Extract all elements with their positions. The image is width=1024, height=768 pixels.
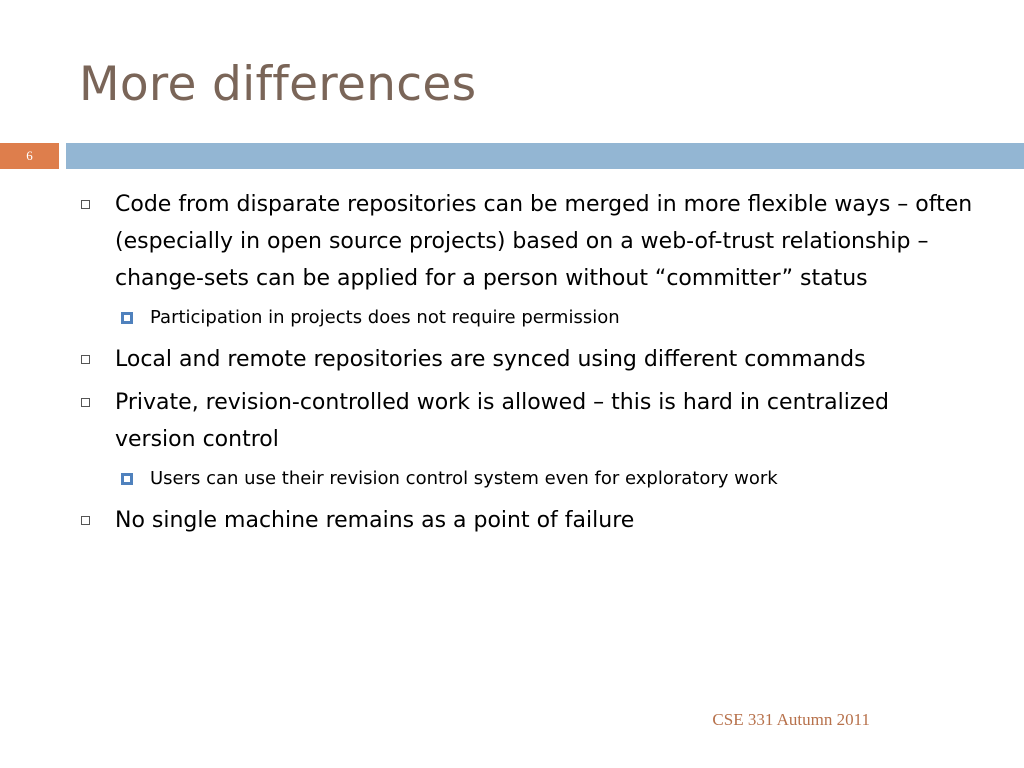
hollow-square-bullet-icon: [81, 355, 90, 364]
bullet-item: [0, 502, 1024, 539]
bullet-list: [0, 186, 1024, 545]
bullet-item: [0, 384, 1024, 458]
sub-bullet-text: Participation in projects does not require permission: [150, 307, 620, 328]
bullet-text: Code from disparate repositories can be merged in more flexible ways – often (especially in open source projects) based on a web-of-trust relationship – change-sets can be applied for a person without “committer” status: [115, 192, 973, 291]
hollow-square-bullet-icon: [81, 200, 90, 209]
sub-bullet-item: [0, 464, 1024, 494]
filled-square-bullet-icon: [121, 312, 133, 324]
bullet-text: No single machine remains as a point of failure: [115, 508, 635, 533]
slide-number: 6: [0, 143, 59, 169]
slide-title: More differences: [79, 57, 477, 112]
bullet-text: Local and remote repositories are synced using different commands: [115, 347, 866, 372]
sub-bullet-text: Users can use their revision control system even for exploratory work: [150, 468, 778, 489]
filled-square-bullet-icon: [121, 473, 133, 485]
sub-bullet-item: [0, 303, 1024, 333]
hollow-square-bullet-icon: [81, 516, 90, 525]
hollow-square-bullet-icon: [81, 398, 90, 407]
footer-course-label: CSE 331 Autumn 2011: [712, 710, 870, 729]
bullet-item: [0, 186, 1024, 297]
title-accent-bar: [66, 143, 1024, 169]
bullet-item: [0, 341, 1024, 378]
bullet-text: Private, revision-controlled work is allowed – this is hard in centralized version control: [115, 390, 889, 452]
